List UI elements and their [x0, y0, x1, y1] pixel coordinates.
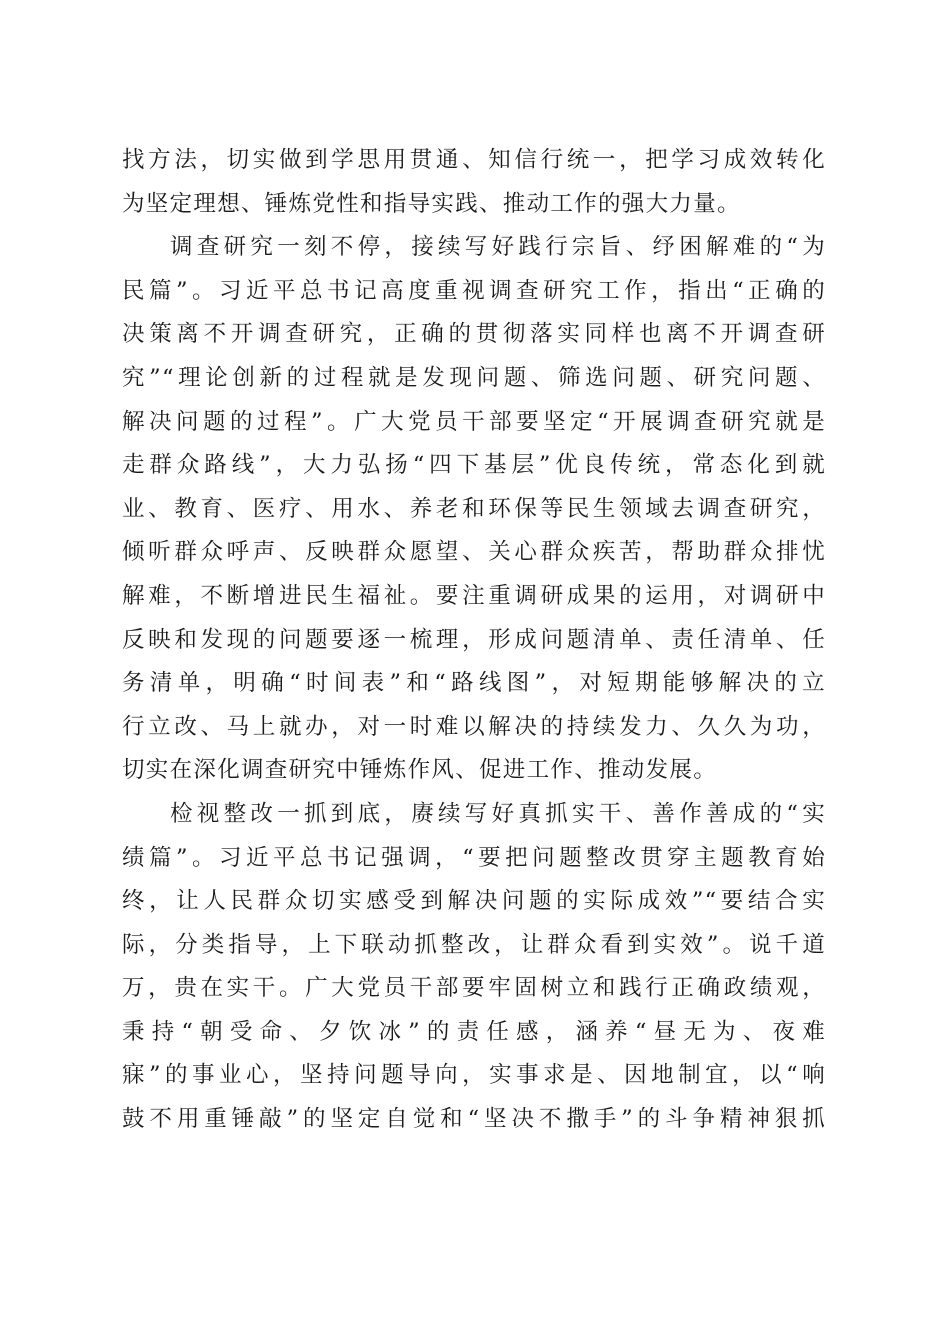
text-line: 决策离不开调查研究，正确的贯彻落实同样也离不开调查研 — [122, 321, 826, 348]
text-line: 绩篇”。习近平总书记强调，“要把问题整改贯穿主题教育始 — [122, 844, 826, 871]
text-line: 寐”的事业心，坚持问题导向，实事求是、因地制宜，以“响 — [122, 1062, 826, 1089]
paragraph-3 — [122, 793, 826, 1142]
text-line: 鼓不用重锤敲”的坚定自觉和“坚决不撒手”的斗争精神狠抓 — [122, 1106, 826, 1133]
text-line: 找方法，切实做到学思用贯通、知信行统一，把学习成效转化 — [122, 147, 826, 173]
text-line: 走群众路线”，大力弘扬“四下基层”优良传统，常态化到就 — [122, 452, 826, 479]
text-line: 检视整改一抓到底，赓续写好真抓实干、善作善成的“实 — [170, 800, 826, 827]
text-line: 万，贵在实干。广大党员干部要牢固树立和践行正确政绩观， — [122, 975, 826, 1002]
text-line: 际，分类指导，上下联动抓整改，让群众看到实效”。说千道 — [122, 931, 826, 958]
text-line: 行立改、马上就办，对一时难以解决的持续发力、久久为功， — [122, 713, 826, 740]
text-line: 终，让人民群众切实感受到解决问题的实际成效”“要结合实 — [122, 888, 826, 915]
text-line: 解决问题的过程”。广大党员干部要坚定“开展调查研究就是 — [122, 408, 826, 435]
text-line: 切实在深化调查研究中锤炼作风、促进工作、推动发展。 — [122, 757, 718, 784]
text-line: 调查研究一刻不停，接续写好践行宗旨、纾困解难的“为 — [170, 234, 826, 261]
text-line: 解难，不断增进民生福祉。要注重调研成果的运用，对调研中 — [122, 582, 826, 609]
paragraph-2 — [122, 226, 826, 793]
text-line: 民篇”。习近平总书记高度重视调查研究工作，指出“正确的 — [122, 277, 826, 304]
text-line: 务清单，明确“时间表”和“路线图”，对短期能够解决的立 — [122, 670, 826, 697]
text-line: 业、教育、医疗、用水、养老和环保等民生领域去调查研究， — [122, 495, 826, 522]
text-line: 为坚定理想、锤炼党性和指导实践、推动工作的强大力量。 — [122, 190, 741, 217]
text-line: 秉持“朝受命、夕饮冰”的责任感，涵养“昼无为、夜难 — [122, 1018, 826, 1045]
paragraph-1 — [122, 139, 826, 226]
text-line: 反映和发现的问题要逐一梳理，形成问题清单、责任清单、任 — [122, 626, 826, 653]
document-body — [122, 139, 826, 1142]
text-line: 究”“理论创新的过程就是发现问题、筛选问题、研究问题、 — [122, 364, 826, 391]
text-line: 倾听群众呼声、反映群众愿望、关心群众疾苦，帮助群众排忧 — [122, 539, 826, 566]
